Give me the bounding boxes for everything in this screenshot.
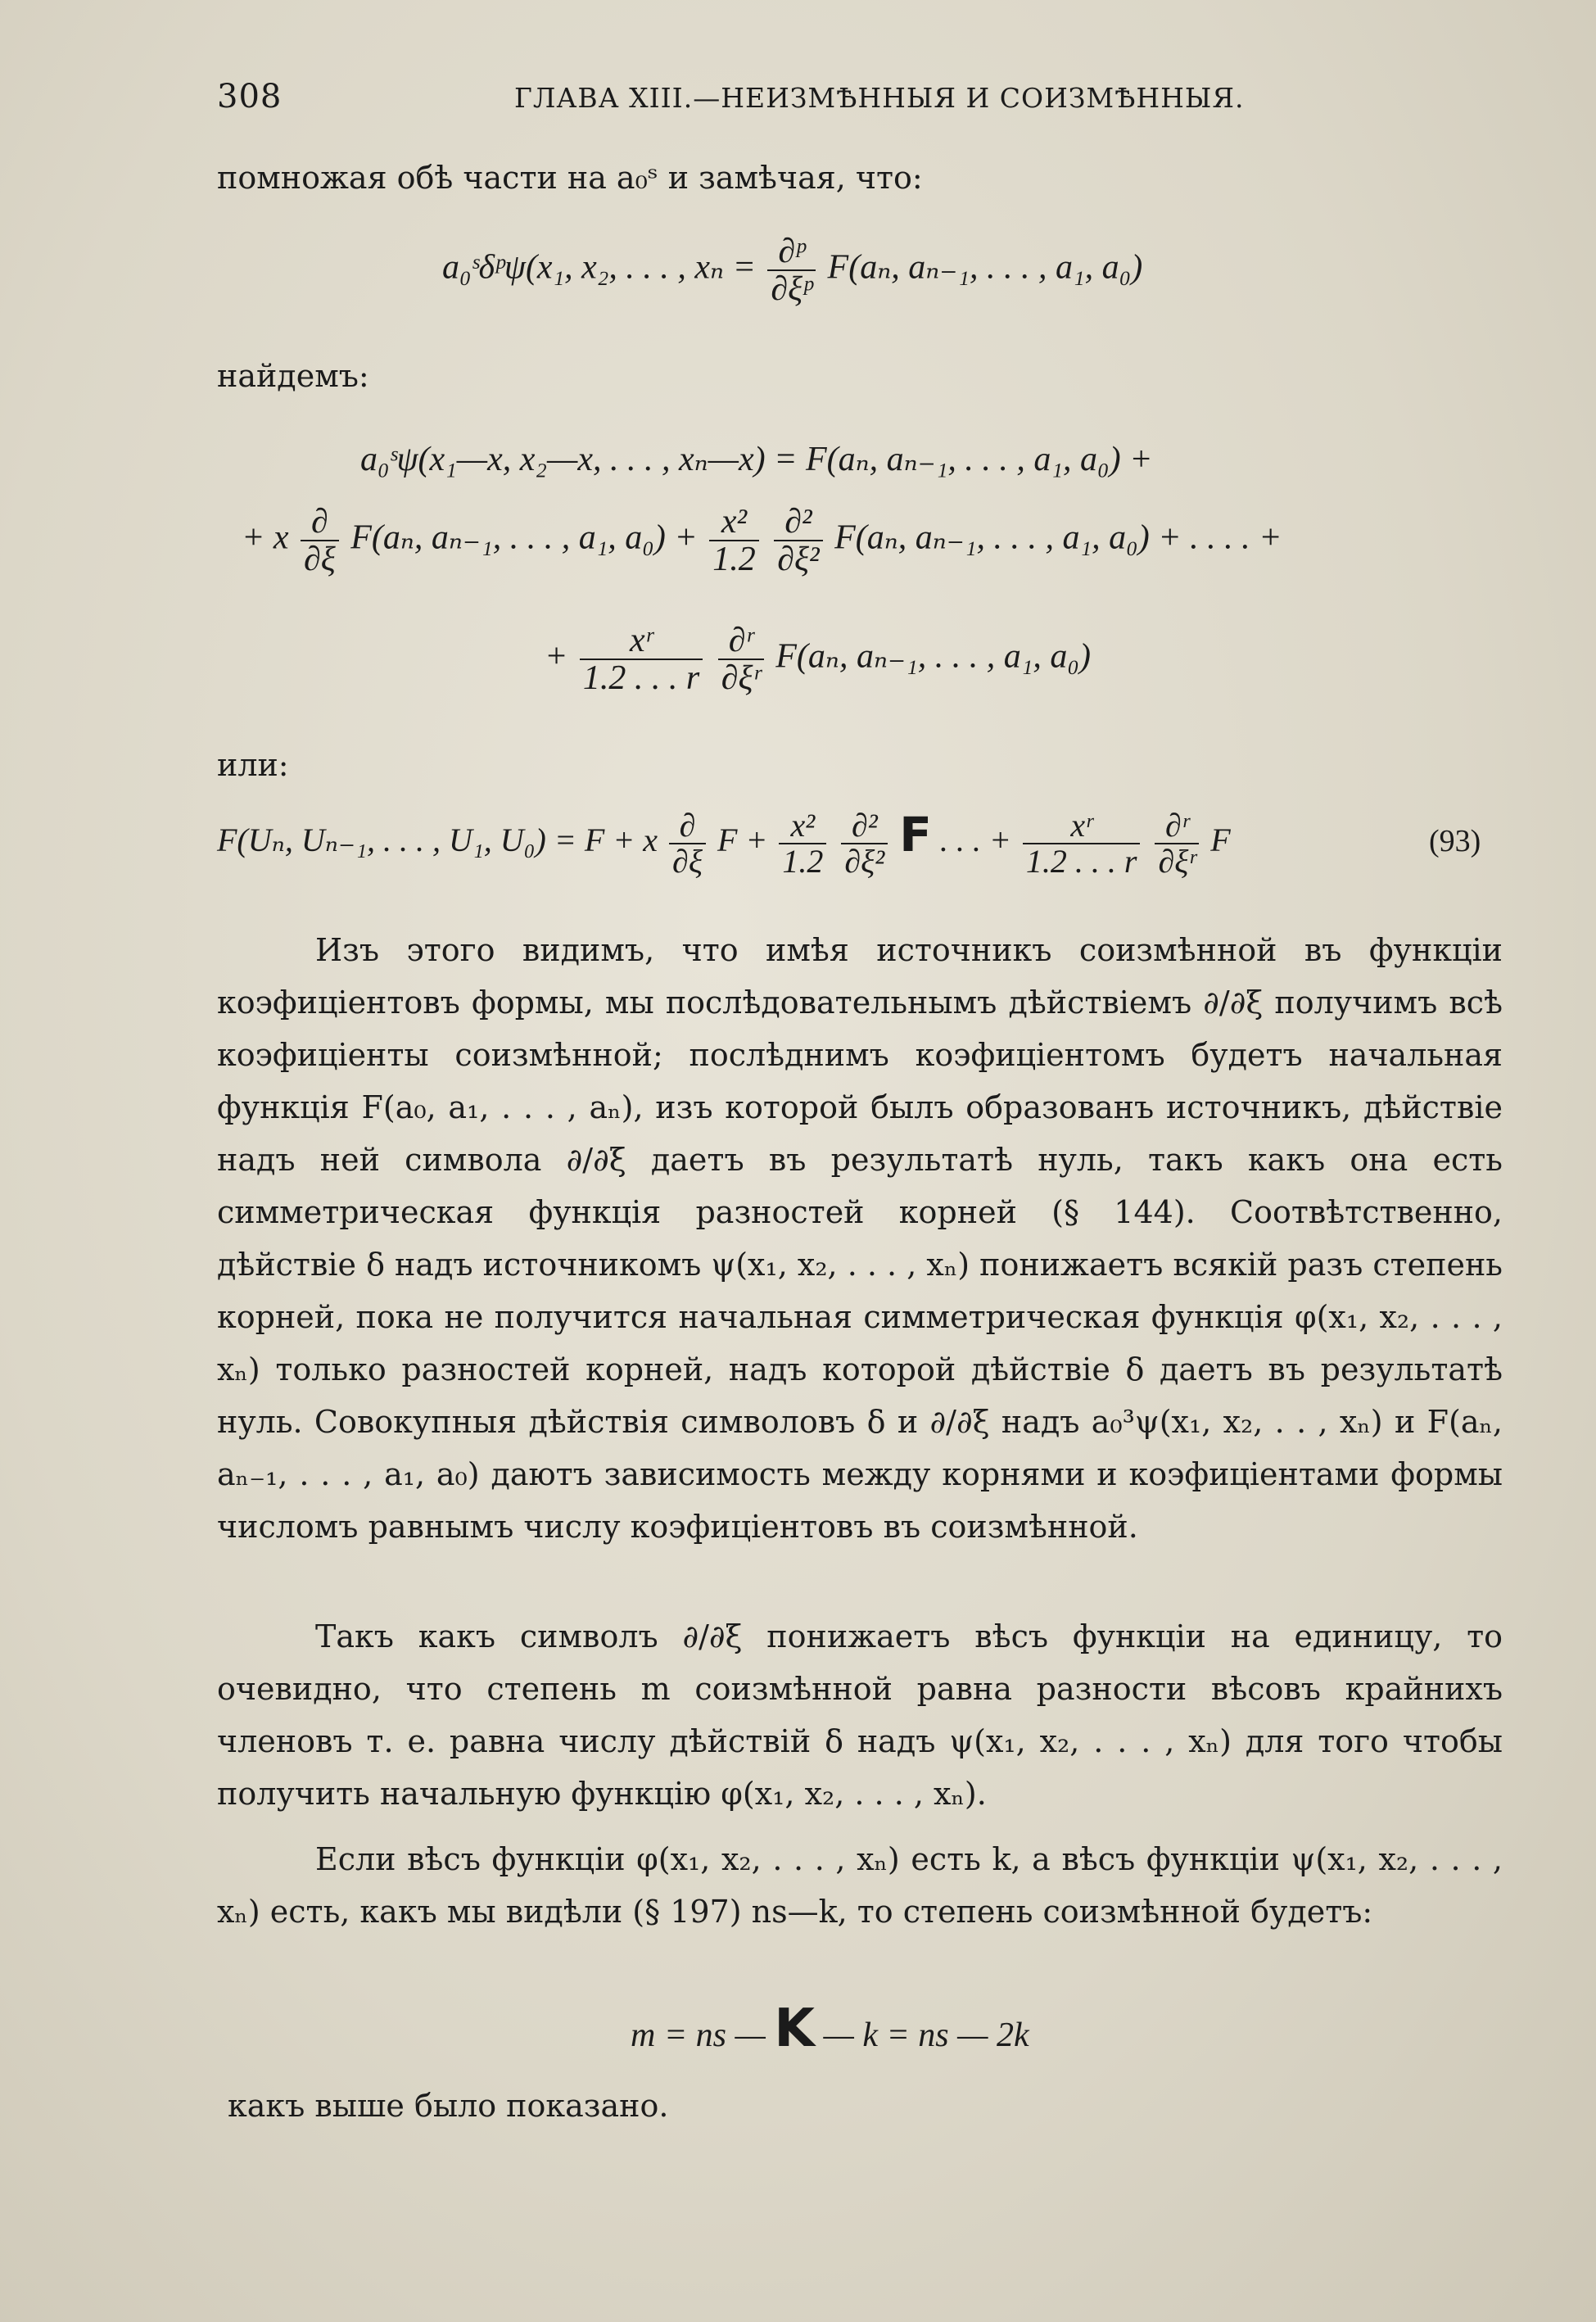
eq2l2-f3-num: ∂² [774,504,822,541]
paragraph-3-text: Если вѣсъ функціи φ(x₁, x₂, . . . , xₙ) есть k, а вѣсъ функціи ψ(x₁, x₂, . . . , xₙ) есть, какъ мы видѣли (§ 197) ns—k, то степень соизмѣнной будетъ: [217,1841,1503,1930]
eq93-f2-den: 1.2 [782,842,824,880]
final-eq-left: m = ns — [631,2016,766,2054]
equation-1 [442,233,1142,307]
page-number: 308 [217,78,283,115]
eq2l2-f3-den: ∂ξ² [777,541,820,579]
eq93-f5-den: ∂ξʳ [1158,842,1196,880]
eq93-tail: F [1210,822,1231,858]
paragraph-3 [217,1833,1503,1938]
eq2l3-frac-2 [718,622,764,696]
eq1-frac-den: ∂ξᵖ [771,270,813,309]
paragraph-1-text: Изъ этого видимъ, что имѣя источникъ соизмѣнной въ функціи коэфиціентовъ формы, мы послѣдовательнымъ дѣйствіемъ ∂/∂ξ получимъ всѣ коэфиціенты соизмѣнной; послѣднимъ коэфиціентомъ будетъ начальная функція F(a₀, a₁, . . . , aₙ), изъ которой былъ образованъ источникъ, дѣйствіе надъ ней символа ∂/∂ξ даетъ въ результатѣ нуль, такъ какъ она есть симметрическая функція разностей корней (§ 144). Соотвѣтственно, дѣйствіе δ надъ источникомъ ψ(x₁, x₂, . . . , xₙ) понижаетъ всякій разъ степень корней, пока не получится начальная симметрическая функція φ(x₁, x₂, . . . , xₙ) только разностей корней, надъ которой дѣйствіе δ даетъ въ результатѣ нуль. Совокупныя дѣйствія символовъ δ и ∂/∂ξ надъ a₀³ψ(x₁, x₂, . . , xₙ) и F(aₙ, aₙ₋₁, . . . , a₁, a₀) даютъ зависимость между корнями и коэфиціентами формы числомъ равнымъ числу коэфиціентовъ въ соизмѣнной. [217,932,1503,1545]
eq2l3-tail: F(aₙ, aₙ₋₁, . . . , a₁, a₀) [775,637,1091,676]
eq1-rhs: F(aₙ, aₙ₋₁, . . . , a₁, a₀) [827,248,1143,287]
eq1-frac-num: ∂ᵖ [767,233,816,271]
eq2l3-frac-1 [580,622,703,696]
eq93-frac-4 [1023,808,1141,879]
eq2l2-f2-num: x² [709,504,759,541]
eq2l2-f1-den: ∂ξ [303,541,336,579]
eq2l3-f1-den: 1.2 . . . r [582,659,700,698]
equation-2-line-3 [545,622,1091,696]
eq93-f1-den: ∂ξ [672,842,703,880]
eq1-fraction [767,233,816,307]
eq2l2-f2-den: 1.2 [712,541,756,579]
eq2l3-f2-num: ∂ʳ [718,622,764,660]
paragraph-1 [217,924,1503,1553]
eq93-frac-2 [779,808,826,879]
eq93-f4-num: xʳ [1023,808,1141,844]
equation-2-line-1: a₀ˢψ(x₁—x, x₂—x, . . . , xₙ—x) = F(aₙ, aₙ₋₁, . . . , a₁, a₀) + [360,441,1153,478]
equation-number: (93) [1429,824,1481,858]
intro-line: помножая обѣ части на a₀ˢ и замѣчая, что: [217,160,923,196]
eq2l3-lead: + [545,637,568,676]
handwritten-k-mark: K [774,1998,815,2059]
eq93-frac-1 [669,808,706,879]
eq93-mid1: F + [717,822,768,858]
eq93-f4-den: 1.2 . . . r [1025,842,1137,880]
eq93-frac-5 [1155,808,1199,879]
final-equation [631,1998,1029,2059]
eq1-lhs: a₀ˢδᵖψ(x₁, x₂, . . . , xₙ = [442,248,756,287]
eq93-lhs: F(Uₙ, Uₙ₋₁, . . . , U₁, U₀) = F + x [217,822,658,858]
handwritten-f-mark: F [899,807,932,862]
eq2l2-frac-2 [709,504,759,577]
eq2l3-f1-num: xʳ [580,622,703,660]
equation-2-line-2 [242,504,1282,577]
eq93-f3-den: ∂ξ² [844,842,885,880]
paragraph-2-text: Такъ какъ символъ ∂/∂ξ понижаетъ вѣсъ функціи на единицу, то очевидно, что степень m соизмѣнной равна разности вѣсовъ крайнихъ членовъ т. е. равна числу дѣйствій δ надъ ψ(x₁, x₂, . . . , xₙ) для того чтобы получить начальную функцію φ(x₁, x₂, . . . , xₙ). [217,1618,1503,1812]
eq2l2-frac-1 [301,504,339,577]
eq2l2-frac-3 [774,504,822,577]
eq93-f2-num: x² [779,808,826,844]
label-naydem: найдемъ: [217,358,369,394]
eq93-frac-3 [841,808,888,879]
equation-93 [217,807,1231,879]
eq2l2-lead: + x [242,518,289,557]
running-title: ГЛАВА XIII.—НЕИЗМѢННЫЯ И СОИЗМѢННЫЯ. [514,82,1245,114]
eq93-f1-num: ∂ [669,808,706,844]
label-ili: или: [217,747,289,783]
eq93-mid2: . . . + [939,822,1011,858]
eq2l2-f1-num: ∂ [301,504,339,541]
paragraph-2 [217,1610,1503,1820]
eq93-f5-num: ∂ʳ [1155,808,1199,844]
eq93-f3-num: ∂² [841,808,888,844]
eq2l2-tail: F(aₙ, aₙ₋₁, . . . , a₁, a₀) + . . . . + [834,518,1282,557]
final-eq-right: — k = ns — 2k [823,2016,1029,2054]
eq2l3-f2-den: ∂ξʳ [721,659,761,698]
closing-line: какъ выше было показано. [228,2088,669,2124]
eq2l2-mid: F(aₙ, aₙ₋₁, . . . , a₁, a₀) + [350,518,698,557]
